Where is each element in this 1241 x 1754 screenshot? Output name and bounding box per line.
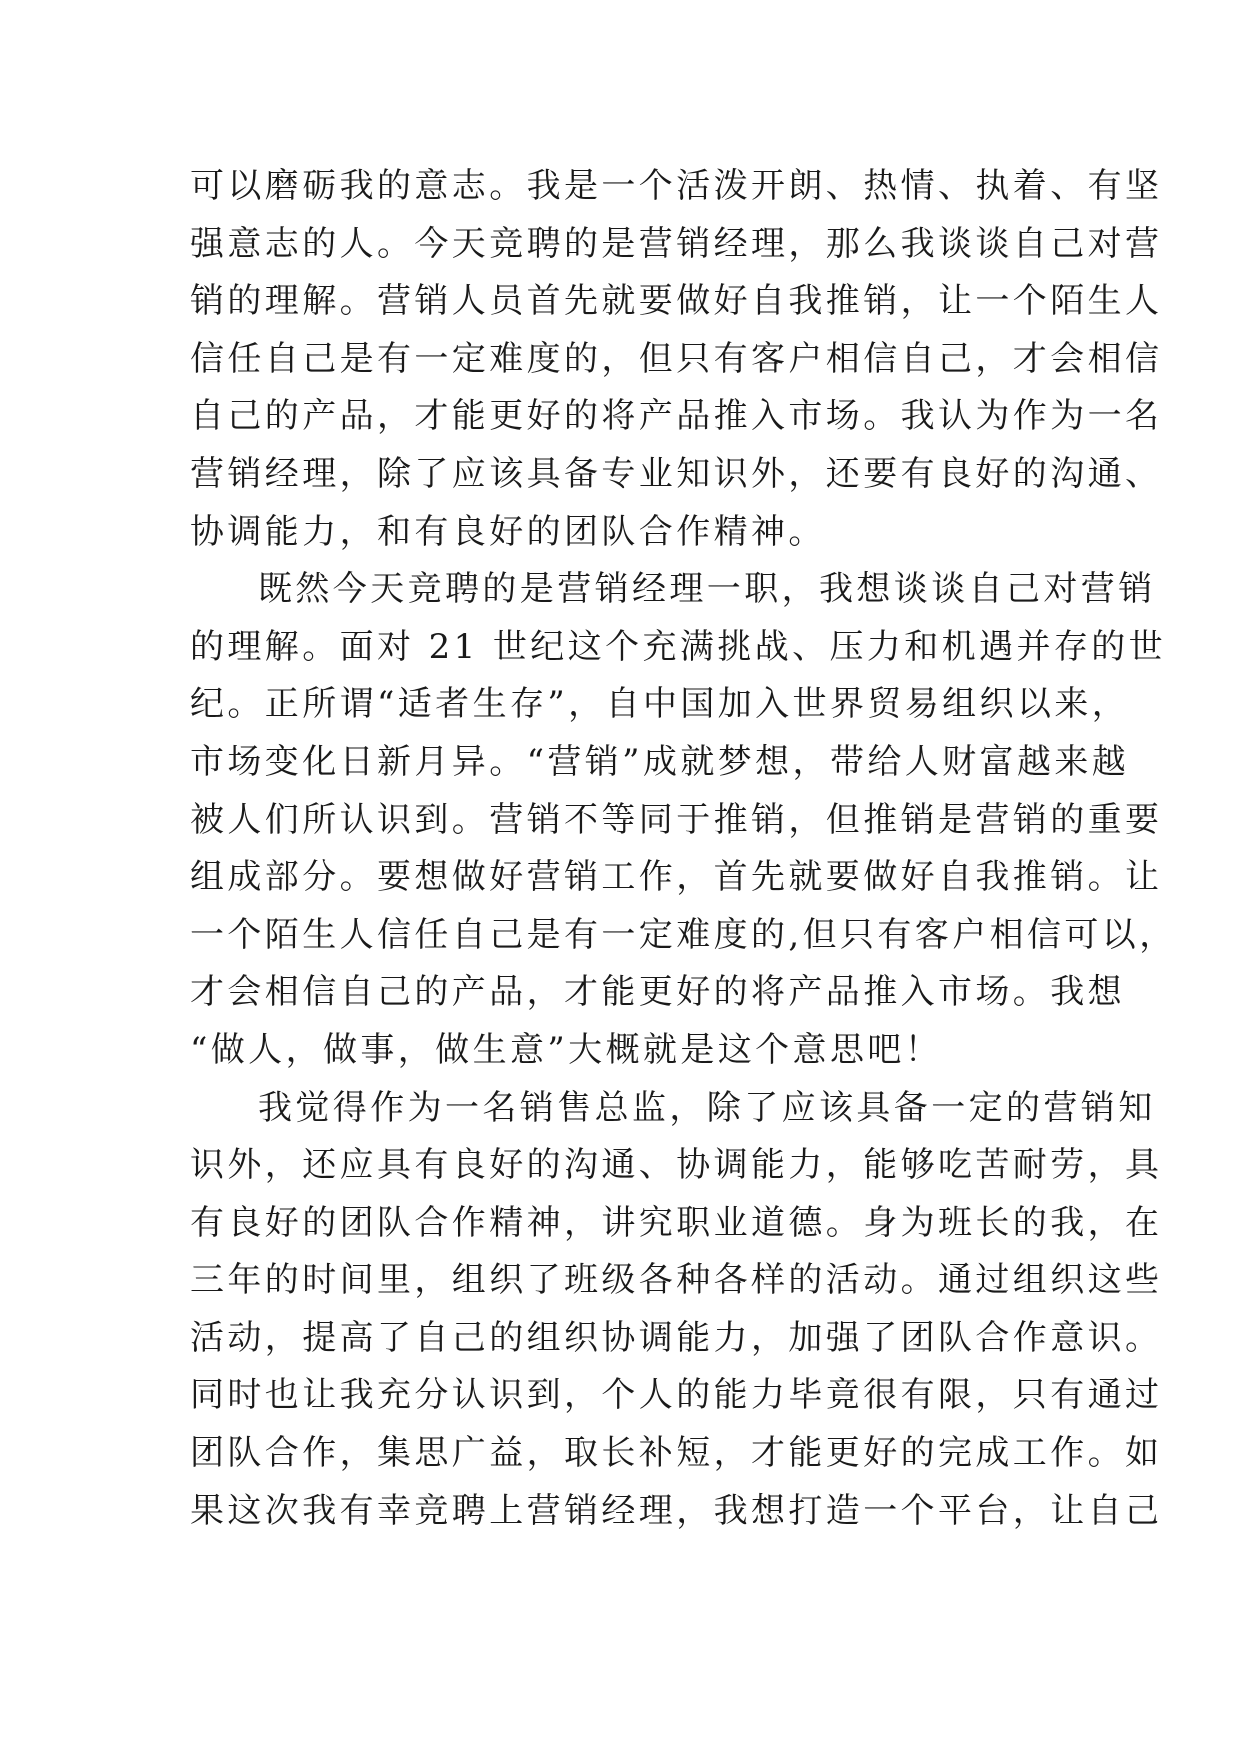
text-line: 信任自己是有一定难度的，但只有客户相信自己，才会相信 [190, 338, 1163, 379]
text-line: 组成部分。要想做好营销工作，首先就要做好自我推销。让 [190, 857, 1163, 898]
text-line: 果这次我有幸竞聘上营销经理，我想打造一个平台，让自己 [190, 1490, 1163, 1531]
text-line: 既然今天竞聘的是营销经理一职，我想谈谈自己对营销 [258, 569, 1156, 610]
paragraph-2 [190, 561, 1177, 1079]
text-line: 三年的时间里，组织了班级各种各样的活动。通过组织这些 [190, 1260, 1163, 1301]
text-line: 同时也让我充分认识到，个人的能力毕竟很有限，只有通过 [190, 1375, 1163, 1416]
text-line: 被人们所认识到。营销不等同于推销，但推销是营销的重要 [190, 799, 1163, 840]
text-line: 市场变化日新月异。“营销”成就梦想，带给人财富越来越 [190, 741, 1130, 782]
text-line: 的理解。面对 21 世纪这个充满挑战、压力和机遇并存的世 [190, 626, 1167, 667]
paragraph-1 [190, 158, 1163, 561]
text-line: 才会相信自己的产品，才能更好的将产品推入市场。我想 [190, 972, 1125, 1013]
text-line: “做人，做事，做生意”大概就是这个意思吧！ [190, 1029, 943, 1070]
text-line: 纪。正所谓“适者生存”，自中国加入世界贸易组织以来， [190, 684, 1130, 725]
text-line: 一个陌生人信任自己是有一定难度的,但只有客户相信可以， [190, 914, 1177, 955]
text-line: 营销经理，除了应该具备专业知识外，还要有良好的沟通、 [190, 453, 1163, 494]
text-line: 可以磨砺我的意志。我是一个活泼开朗、热情、执着、有坚 [190, 166, 1163, 206]
text-line: 自己的产品，才能更好的将产品推入市场。我认为作为一名 [190, 396, 1163, 437]
text-line: 团队合作，集思广益，取长补短，才能更好的完成工作。如 [190, 1433, 1163, 1474]
text-line: 强意志的人。今天竞聘的是营销经理，那么我谈谈自己对营 [190, 223, 1163, 264]
text-line: 活动，提高了自己的组织协调能力，加强了团队合作意识。 [190, 1317, 1163, 1358]
text-line: 销的理解。营销人员首先就要做好自我推销，让一个陌生人 [190, 281, 1163, 322]
document-body [190, 158, 1177, 1540]
paragraph-3 [190, 1080, 1163, 1541]
text-line: 协调能力，和有良好的团队合作精神。 [190, 511, 826, 552]
text-line: 我觉得作为一名销售总监，除了应该具备一定的营销知 [258, 1087, 1156, 1128]
text-line: 有良好的团队合作精神，讲究职业道德。身为班长的我，在 [190, 1202, 1163, 1243]
text-line: 识外，还应具有良好的沟通、协调能力，能够吃苦耐劳，具 [190, 1145, 1163, 1186]
